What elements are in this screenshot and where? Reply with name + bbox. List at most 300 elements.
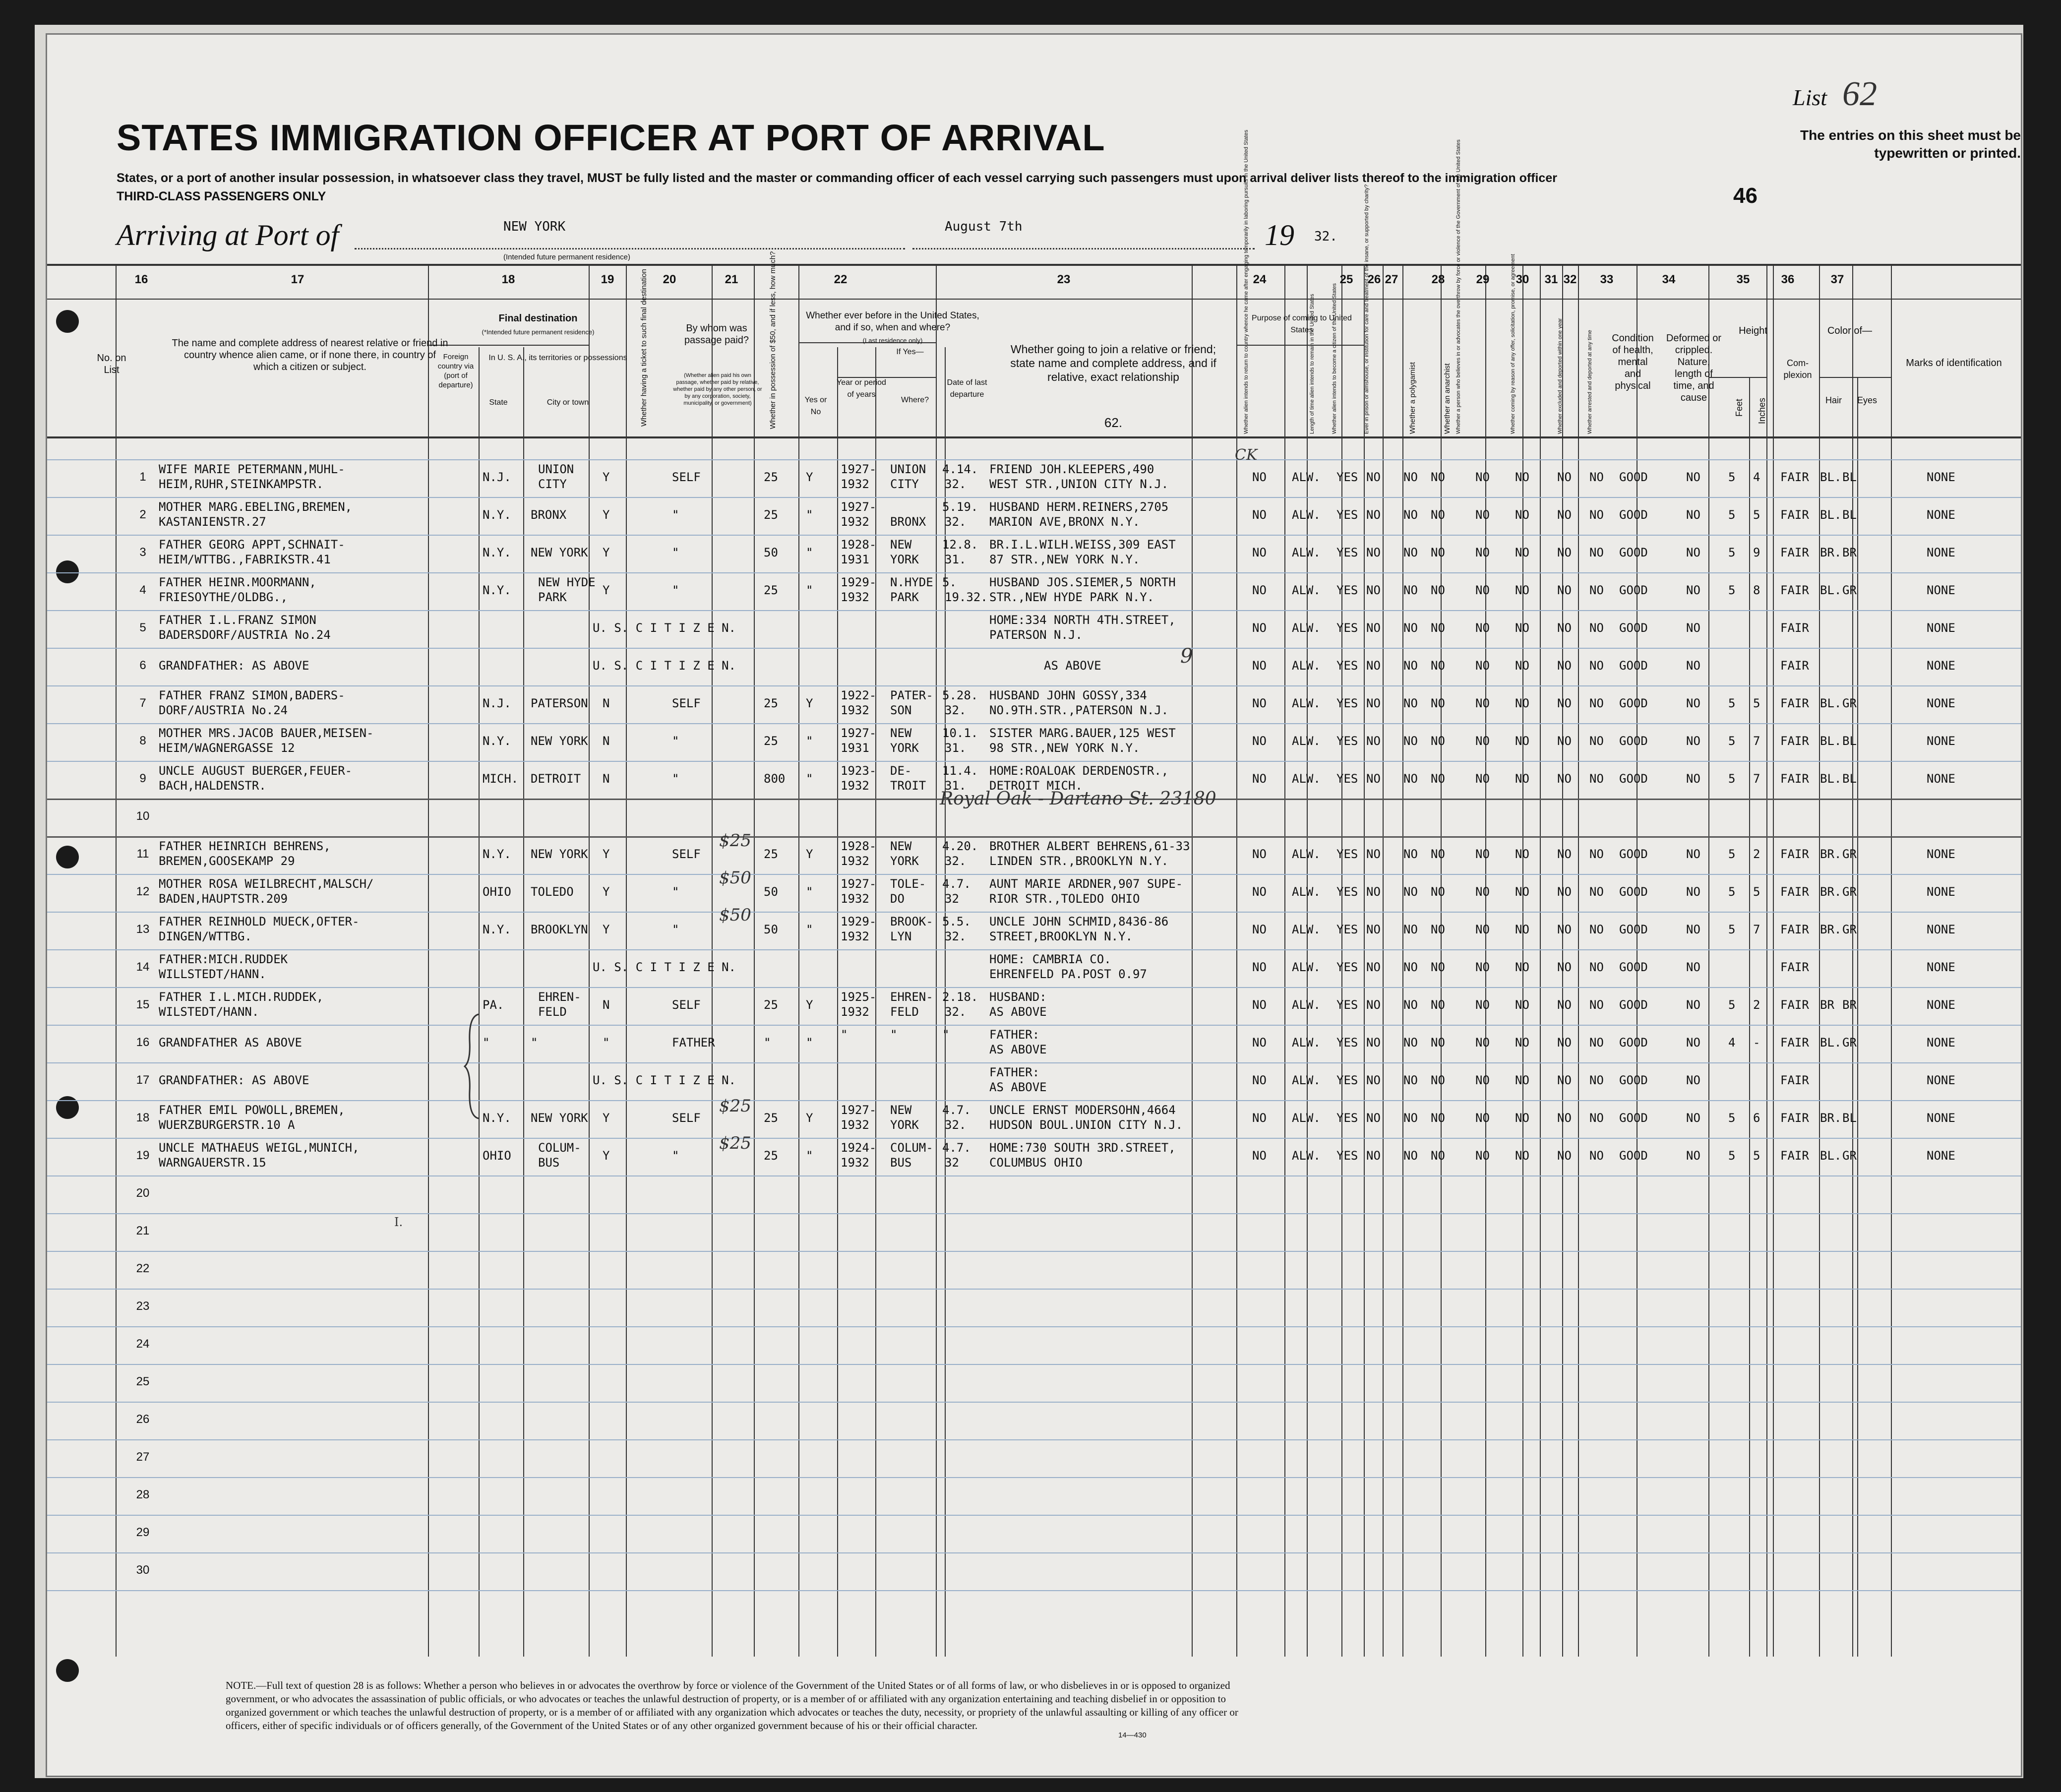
height-inches-value: - [1753,1036,1760,1050]
prison-value: NO [1366,583,1381,597]
complexion-value: FAIR [1780,847,1809,861]
hair-value: BR. [1820,1111,1842,1125]
marks-value: NONE [1927,470,1955,484]
column-divider [1708,264,1709,1657]
row-number: 20 [136,1186,150,1200]
money-value: 25 [764,734,778,748]
complexion-value: FAIR [1780,998,1809,1012]
ticket-value: N [603,772,610,786]
health-value: GOOD [1619,508,1648,522]
manifest-sheet [47,35,2021,1776]
where-value: EHREN- [890,990,933,1004]
row-number: 19 [136,1149,150,1162]
years-value: 1932 [841,703,869,717]
eyes-value: BR [1842,546,1857,559]
column-divider [837,347,838,1657]
q28-value: NO [1475,546,1490,559]
purpose-return-value: NO [1252,1036,1267,1050]
marks-value: NONE [1927,508,1955,522]
port-value: NEW YORK [503,219,566,234]
money-value: 800 [764,772,786,786]
where-value: LYN [890,929,912,943]
handwritten-money: $25 [719,831,751,851]
money-value: 25 [764,1111,778,1125]
money-value: 25 [764,998,778,1012]
q30-value: NO [1557,1149,1572,1163]
complexion-value: FAIR [1780,923,1809,936]
q31-value: NO [1589,621,1604,635]
where-value: NEW [890,1103,912,1117]
money-value: 25 [764,696,778,710]
prison-value: NO [1366,1149,1381,1163]
heading-complexion: Com-plexion [1783,358,1812,380]
city-value: FELD [538,1005,567,1019]
relative-address: WIFE MARIE PETERMANN,MUHL- [159,462,345,476]
row-number: 25 [136,1375,150,1388]
joining-value: BR.I.L.WILH.WEISS,309 EAST [989,538,1176,552]
anarchist-value: NO [1431,960,1445,974]
row-number: 7 [139,696,146,710]
marks-value: NONE [1927,960,1955,974]
q30-value: NO [1557,772,1572,786]
deformed-value: NO [1686,583,1700,597]
years-value: 1923- [841,764,877,778]
purpose-length-value: ALW. [1292,546,1321,559]
passage-paid-value: " [672,546,679,559]
eyes-value: GR [1842,1149,1857,1163]
joining-value: SISTER MARG.BAUER,125 WEST [989,726,1176,740]
relative-address: GRANDFATHER: AS ABOVE [159,659,309,673]
heading-marks: Marks of identification [1906,358,2002,369]
money-value: 25 [764,847,778,861]
prison-value: NO [1366,1111,1381,1125]
height-inches-value: 7 [1753,772,1760,786]
purpose-length-value: ALW. [1292,696,1321,710]
column-divider [523,347,524,1657]
anarchist-value: NO [1431,998,1445,1012]
where-value: YORK [890,854,919,868]
years-value: 1927- [841,1103,877,1117]
punch-hole [56,1096,79,1119]
purpose-return-value: NO [1252,546,1267,559]
departure-value: 32 [945,1156,959,1170]
purpose-length-value: ALW. [1292,1149,1321,1163]
column-number: 27 [1385,273,1398,286]
eyes-value: GR [1842,885,1857,899]
anarchist-value: NO [1431,1036,1445,1050]
years-value: 1931 [841,741,869,755]
city-value: CITY [538,477,567,491]
marks-value: NONE [1927,734,1955,748]
ruled-line [47,1213,2021,1214]
q29-value: NO [1515,470,1529,484]
marks-value: NONE [1927,998,1955,1012]
joining-value: FATHER: [989,1065,1040,1079]
header-rule [47,299,2021,300]
height-inches-value: 5 [1753,508,1760,522]
deformed-value: NO [1686,621,1700,635]
anarchist-value: NO [1431,923,1445,936]
complexion-value: FAIR [1780,583,1809,597]
ruled-line [47,1138,2021,1139]
row-number: 2 [139,508,146,521]
heading-height: Height [1739,325,1767,336]
hair-value: BL. [1820,696,1842,710]
state-value: N.Y. [483,1111,511,1125]
where-value: YORK [890,741,919,755]
q31-value: NO [1589,470,1604,484]
hair-value: BL. [1820,470,1842,484]
row-number: 15 [136,998,150,1011]
complexion-value: FAIR [1780,659,1809,673]
punch-hole [56,560,79,583]
state-value: " [483,1036,490,1050]
heading-q31: Whether arrested and deported at any time [1587,330,1593,434]
ticket-value: Y [603,847,610,861]
ruled-line [47,1477,2021,1478]
deformed-value: NO [1686,923,1700,936]
where-value: PARK [890,590,919,604]
ticket-value: Y [603,923,610,936]
health-value: GOOD [1619,772,1648,786]
height-inches-value: 8 [1753,583,1760,597]
ruled-line [47,912,2021,913]
departure-value: 10.1. [942,726,978,740]
where-value: N.HYDE [890,575,933,589]
joining-value: AS ABOVE [989,1080,1047,1094]
joining-value: LINDEN STR.,BROOKLYN N.Y. [989,854,1169,868]
before-us-value: " [806,734,813,748]
column-divider [1773,264,1774,1657]
where-value: BROOK- [890,915,933,928]
citizen-note: U. S. C I T I Z E N. [593,960,736,974]
joining-value: WEST STR.,UNION CITY N.J. [989,477,1169,491]
purpose-citizen-value: YES [1336,885,1358,899]
joining-value: RIOR STR.,TOLEDO OHIO [989,892,1140,906]
purpose-return-value: NO [1252,659,1267,673]
q28-value: NO [1475,1149,1490,1163]
citizen-note: U. S. C I T I Z E N. [593,659,736,673]
heading-eyes: Eyes [1857,395,1878,405]
prison-value: NO [1366,772,1381,786]
height-feet-value: 5 [1728,470,1736,484]
purpose-citizen-value: YES [1336,998,1358,1012]
height-inches-value: 5 [1753,1149,1760,1163]
column-number: 34 [1662,273,1676,286]
q31-value: NO [1589,960,1604,974]
deformed-value: NO [1686,998,1700,1012]
heading-joining-num: 62. [1104,415,1123,430]
citizen-note: U. S. C I T I Z E N. [593,621,736,635]
q29-value: NO [1515,583,1529,597]
column-divider [1578,264,1579,1657]
ruled-line [47,648,2021,649]
heading-yes-no: Yes or No [804,396,827,416]
purpose-citizen-value: YES [1336,621,1358,635]
polygamist-value: NO [1403,546,1418,559]
departure-value: 11.4. [942,764,978,778]
health-value: GOOD [1619,847,1648,861]
deformed-value: NO [1686,659,1700,673]
header-subrule [428,345,589,346]
q28-value: NO [1475,772,1490,786]
heading-inches: Inches [1757,397,1767,424]
handwritten-money: $50 [719,868,751,888]
prison-value: NO [1366,734,1381,748]
sheet-number: 46 [1733,184,1758,208]
q28-value: NO [1475,583,1490,597]
marks-value: NONE [1927,546,1955,559]
before-us-value: " [806,1036,813,1050]
heading-anarchist: Whether an anarchist [1443,363,1452,434]
q31-value: NO [1589,1111,1604,1125]
column-divider [428,264,429,1657]
q30-value: NO [1557,583,1572,597]
state-value: N.Y. [483,847,511,861]
port-line [355,248,905,249]
hair-value: BL. [1820,1149,1842,1163]
height-feet-value: 5 [1728,885,1736,899]
height-feet-value: 5 [1728,583,1736,597]
header-rule [47,264,2021,266]
ruled-line [47,1402,2021,1403]
relative-address: DINGEN/WTTBG. [159,929,252,943]
ticket-value: " [603,1036,610,1050]
q29-value: NO [1515,1036,1529,1050]
row-number: 23 [136,1299,150,1313]
marks-value: NONE [1927,621,1955,635]
departure-value: 32 [945,892,959,906]
column-number: 36 [1781,273,1795,286]
before-us-value: " [806,583,813,597]
height-feet-value: 5 [1728,923,1736,936]
heading-purpose: Purpose of coming to United States [1252,314,1352,334]
relative-address: GRANDFATHER AS ABOVE [159,1036,302,1050]
ruled-line [47,1590,2021,1591]
q29-value: NO [1515,1073,1529,1087]
height-feet-value: 5 [1728,734,1736,748]
year-prefix: 19 [1265,219,1294,251]
polygamist-value: NO [1403,1073,1418,1087]
anarchist-value: NO [1431,470,1445,484]
deformed-value: NO [1686,508,1700,522]
column-divider [1540,264,1541,1657]
relative-address: BADERSDORF/AUSTRIA No.24 [159,628,331,642]
column-number: 32 [1563,273,1577,286]
ticket-value: Y [603,1111,610,1125]
bracket-mark [464,1012,484,1121]
marks-value: NONE [1927,1073,1955,1087]
complexion-value: FAIR [1780,1036,1809,1050]
purpose-return-value: NO [1252,583,1267,597]
marks-value: NONE [1927,885,1955,899]
row-number: 11 [136,847,149,861]
city-value: EHREN- [538,990,581,1004]
departure-value: 4.7. [942,877,971,891]
joining-value: FRIEND JOH.KLEEPERS,490 [989,462,1154,476]
passage-paid-value: " [672,885,679,899]
relative-address: KASTANIENSTR.27 [159,515,266,529]
departure-value: 31. [945,741,967,755]
before-us-value: Y [806,1111,813,1125]
page-title: STATES IMMIGRATION OFFICER AT PORT OF ARRIVAL [117,117,1105,158]
heading-polygamist: Whether a polygamist [1408,362,1417,434]
ruled-line [47,1100,2021,1101]
header-rule [47,436,2021,438]
row-number: 17 [136,1073,150,1087]
row-number: 3 [139,546,146,559]
q31-value: NO [1589,885,1604,899]
marks-value: NONE [1927,659,1955,673]
polygamist-value: NO [1403,734,1418,748]
handwritten-money: $25 [719,1133,751,1153]
joining-value: STR.,NEW HYDE PARK N.Y. [989,590,1154,604]
relative-address: FATHER REINHOLD MUECK,OFTER- [159,915,360,928]
eyes-value: BL [1842,508,1857,522]
purpose-length-value: ALW. [1292,621,1321,635]
ruled-line [47,572,2021,573]
state-value: N.Y. [483,734,511,748]
money-value: 25 [764,508,778,522]
purpose-return-value: NO [1252,998,1267,1012]
departure-value: 32. [945,929,967,943]
before-us-value: Y [806,998,813,1012]
money-value: 50 [764,546,778,559]
joining-value: EHRENFELD PA.POST 0.97 [989,967,1147,981]
hair-value: BL. [1820,1036,1842,1050]
years-value: 1925- [841,990,877,1004]
eyes-value: BR [1842,998,1857,1012]
q30-value: NO [1557,621,1572,635]
polygamist-value: NO [1403,1111,1418,1125]
footer-note: NOTE.—Full text of question 28 is as follows: Whether a person who believes in or advocates the overthrow by force or violence of the Government of the United States or of all forms of law, or who disbelieves in or is opposed to organized government, or who advocates the assassination of public officials, or who advocates or teaches the unlawful destruction of property, or is a member of or affiliated with any organization entertaining and teaching disbelief in or opposition to organized government or which teaches the unlawful destruction of property, or is a member of or affiliated with any organization which advocates or teaches the duty, necessity, or propriety of the unlawful assaulting or killing of any officer or officers, either of specific individuals or of officers generally, of the Government of the United States or of any other organized government because of his or their official character. [226,1679,1238,1731]
complexion-value: FAIR [1780,885,1809,899]
column-number: 20 [663,273,676,286]
column-number: 18 [501,273,515,286]
city-value: TOLEDO [531,885,574,899]
health-value: GOOD [1619,1036,1648,1050]
q29-value: NO [1515,546,1529,559]
prison-value: NO [1366,923,1381,936]
passage-paid-value: " [672,772,679,786]
row-number: 10 [136,809,150,823]
money-value: 25 [764,583,778,597]
hair-value: BR. [1820,885,1842,899]
relative-address: FATHER HEINRICH BEHRENS, [159,839,331,853]
heading-ticket: Whether having a ticket to such final destination [640,269,648,427]
height-inches-value: 7 [1753,923,1760,936]
health-value: GOOD [1619,659,1648,673]
deformed-value: NO [1686,960,1700,974]
health-value: GOOD [1619,998,1648,1012]
height-feet-value: 5 [1728,546,1736,559]
height-inches-value: 5 [1753,885,1760,899]
years-value: 1932 [841,515,869,529]
relative-address: FATHER FRANZ SIMON,BADERS- [159,688,345,702]
money-value: 50 [764,923,778,936]
heading-deformed: Deformed or crippled. Nature, length of time, and cause [1666,333,1722,403]
years-value: 1929- [841,915,877,928]
state-value: PA. [483,998,504,1012]
q30-value: NO [1557,546,1572,559]
heading-q28: Whether a person who believes in or advocates the overthrow by force or violence of the Government of the United States [1455,139,1461,434]
polygamist-value: NO [1403,1036,1418,1050]
ruled-line [47,1062,2021,1063]
state-value: N.Y. [483,508,511,522]
polygamist-value: NO [1403,621,1418,635]
handwritten-money: $50 [719,905,751,925]
anarchist-value: NO [1431,583,1445,597]
q30-value: NO [1557,508,1572,522]
passage-paid-value: " [672,923,679,936]
row-number: 14 [136,960,150,974]
column-divider [1383,264,1384,1657]
eyes-value: GR [1842,1036,1857,1050]
years-value: 1932 [841,1156,869,1170]
purpose-return-value: NO [1252,696,1267,710]
ruled-line [47,1289,2021,1290]
where-value: TROIT [890,779,926,793]
relative-address: FATHER EMIL POWOLL,BREMEN, [159,1103,345,1117]
departure-value: 31. [945,779,967,793]
purpose-length-value: ALW. [1292,847,1321,861]
heading-departure: Date of last departure [947,378,987,399]
before-us-value: Y [806,696,813,710]
health-value: GOOD [1619,583,1648,597]
years-value: 1932 [841,477,869,491]
column-number: 21 [725,273,738,286]
heading-q30: Whether excluded and deported within one year [1557,318,1563,434]
list-label: List [1793,85,1827,110]
purpose-length-value: ALW. [1292,508,1321,522]
eyes-value: GR [1842,923,1857,936]
row-number: 28 [136,1488,150,1501]
joining-value: COLUMBUS OHIO [989,1156,1083,1170]
purpose-citizen-value: YES [1336,1073,1358,1087]
deformed-value: NO [1686,1111,1700,1125]
passage-paid-value: SELF [672,1111,701,1125]
money-value: 50 [764,885,778,899]
ruled-line [47,685,2021,686]
deformed-value: NO [1686,470,1700,484]
marks-value: NONE [1927,847,1955,861]
passage-paid-value: SELF [672,998,701,1012]
q30-value: NO [1557,1036,1572,1050]
ruled-line [47,1515,2021,1516]
q30-value: NO [1557,998,1572,1012]
relative-address: FATHER I.L.FRANZ SIMON [159,613,316,627]
ruled-line [47,1175,2021,1176]
purpose-length-value: ALW. [1292,885,1321,899]
q30-value: NO [1557,1111,1572,1125]
anarchist-value: NO [1431,1111,1445,1125]
before-us-value: Y [806,847,813,861]
marks-value: NONE [1927,772,1955,786]
anarchist-value: NO [1431,546,1445,559]
joining-value: DETROIT MICH. [989,779,1083,793]
health-value: GOOD [1619,1073,1648,1087]
polygamist-value: NO [1403,1149,1418,1163]
handwritten-address: Royal Oak - Dartano St. 23180 [940,789,1216,809]
health-value: GOOD [1619,470,1648,484]
purpose-citizen-value: YES [1336,470,1358,484]
relative-address: DORF/AUSTRIA No.24 [159,703,288,717]
before-us-value: " [806,885,813,899]
city-value: COLUM- [538,1141,581,1155]
polygamist-value: NO [1403,772,1418,786]
relative-address: FRIESOYTHE/OLDBG., [159,590,288,604]
complexion-value: FAIR [1780,621,1809,635]
